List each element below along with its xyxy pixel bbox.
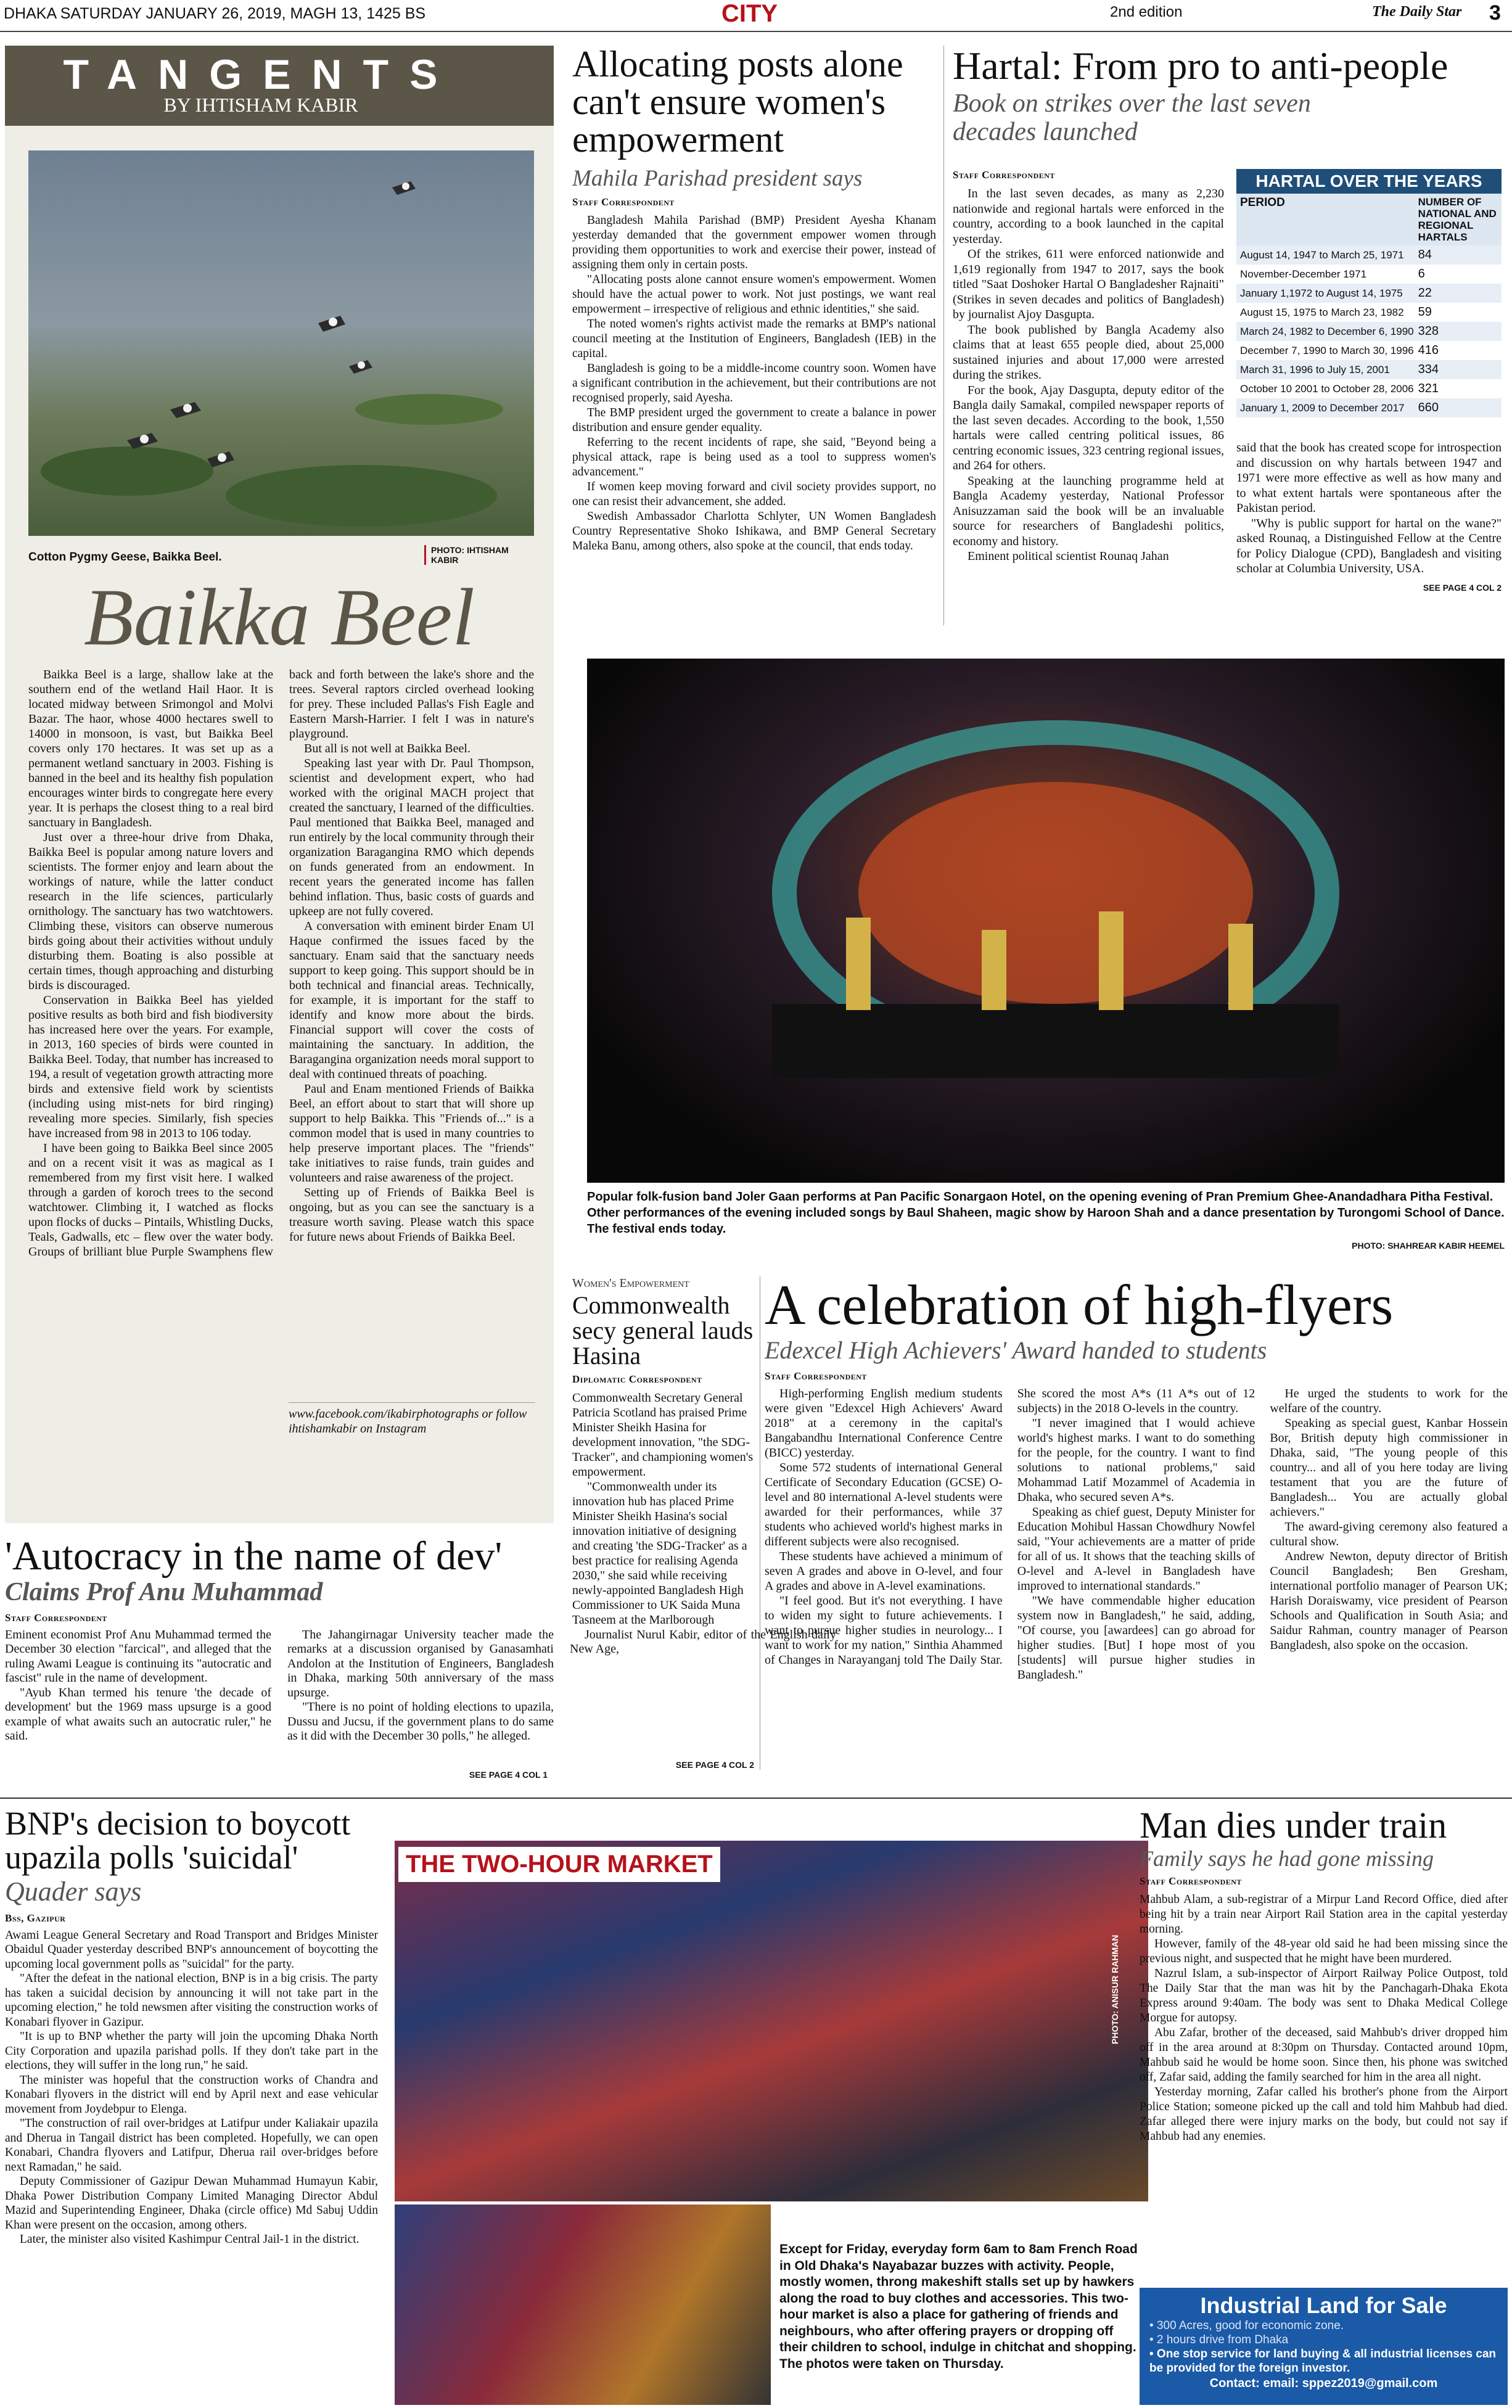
baikka-paragraph: I have been going to Baikka Beel since 2005 and on a recent visit it was as magical as I remembered from my first visit here. I walked through a garden of koroch trees to the second watchtower. Climbing it, I watched as flocks upon flocks of ducks – Pintails, Whistling Ducks, Teals, Gadwalls, etc – flew over the water body. Groups of brilliant blue Purple Swamphens flew back and forth between the lake's shore and the trees. Several raptors circled overhead looking for prey. These included Pallas's Fish Eagle and Eastern Marsh-Harrier. I felt I was in nature's playground.	[28, 668, 534, 1259]
hartal-count-cell: 84	[1418, 248, 1432, 261]
industrial-land-ad[interactable]	[1140, 2288, 1508, 2405]
women-paragraph: Referring to the recent incidents of rape, she said, "Beyond being a physical attack, rape is being used as a tool to suppress women's advancement."	[572, 436, 936, 479]
women-paragraph: If women keep moving forward and civil society provides support, no one can resist their advancement, she added.	[572, 480, 936, 509]
hartal-table-row	[1236, 398, 1502, 417]
hartal-table-row	[1236, 284, 1502, 303]
hartal-paragraph: In the last seven decades, as many as 2,230 nationwide and regional hartals were enforced in the country, according to a book launched in the capital yesterday.	[953, 187, 1224, 246]
hartal-table-row	[1236, 379, 1502, 398]
women-headline: Allocating posts alone can't ensure women's empowerment	[572, 44, 903, 160]
hartal-period-cell: December 7, 1990 to March 30, 1996	[1240, 345, 1414, 356]
baikka-paragraph: But all is not well at Baikka Beel.	[304, 742, 470, 755]
women-byline: Staff Correspondent	[572, 196, 675, 208]
hartal-body	[953, 186, 1224, 564]
concert-credit: PHOTO: SHAHREAR KABIR HEEMEL	[1352, 1241, 1505, 1251]
masthead-date: DHAKA SATURDAY JANUARY 26, 2019, MAGH 13, 1425 BS	[4, 5, 426, 22]
ad-contact[interactable]: Contact: email: sppez2019@gmail.com	[1209, 2377, 1438, 2390]
train-body	[1140, 1892, 1508, 2144]
hartal-paragraph: "Why is public support for hartal on the wane?" asked Rounaq, a Distinguished Fellow at the Centre for Policy Dialogue (CPD), Bangladesh and visiting scholar at Columbia University, USA.	[1236, 516, 1502, 575]
hartal-period-cell: October 10 2001 to October 28, 2006	[1240, 383, 1414, 395]
hartal-count-cell: 59	[1418, 305, 1432, 319]
bnp-paragraph: The minister was hopeful that the construction works of Chandra and Konabari flyovers in the district will end by April next and ease vehicular movement from Joydebpur to Elenga.	[5, 2073, 378, 2116]
ad-line: • 2 hours drive from Dhaka	[1149, 2333, 1289, 2346]
women-article	[572, 46, 936, 631]
ad-title: Industrial Land for Sale	[1200, 2293, 1447, 2318]
flyers-paragraph: He urged the students to work for the welfare of the country.	[1270, 1386, 1508, 1415]
hasina-paragraph: Commonwealth Secretary General Patricia Scotland has praised Prime Minister Sheikh Hasina for development innovation, "the SDG-Tracker", and championing women's empowerment.	[572, 1391, 754, 1479]
hartal-article	[953, 46, 1508, 631]
flyers-paragraph: "We have commendable higher education system now in Bangladesh," he said, adding, "Of course, you [awardees] can go abroad for higher studies. [But] I hope most of you [students] will pursue higher studies in Bangladesh."	[1017, 1593, 1255, 1682]
bnp-paragraph: Later, the minister also visited Kashimpur Central Jail-1 in the district.	[20, 2233, 360, 2246]
autocracy-paragraph: "Ayub Khan termed his tenure 'the decade of development' but the 1969 mass upsurge is a good example of what awaits such an autocratic ruler," he said.	[5, 1685, 271, 1743]
hartal-period-cell: March 31, 1996 to July 15, 2001	[1240, 364, 1390, 376]
hasina-body	[572, 1391, 754, 1627]
baikka-body	[28, 667, 534, 1394]
hartal-table-rows	[1236, 245, 1502, 417]
women-body	[572, 213, 936, 554]
hartal-byline: Staff Correspondent	[953, 169, 1055, 181]
women-sub: Mahila Parishad president says	[572, 165, 863, 191]
section-label: CITY	[721, 0, 778, 27]
hartal-period-cell: January 1, 2009 to December 2017	[1240, 402, 1405, 414]
market-feature	[395, 1841, 1148, 2405]
train-paragraph: Yesterday morning, Zafar called his brother's phone from the Airport Police Station; someone picked up the call and told him Mahbub had died. Zafar alleged there were injury marks on the body, but could not say if Mahbub had any enemies.	[1140, 2085, 1508, 2143]
autocracy-byline: Staff Correspondent	[5, 1611, 107, 1624]
train-byline: Staff Correspondent	[1140, 1875, 1242, 1887]
market-credit: PHOTO: ANISUR RAHMAN	[1110, 1934, 1120, 2044]
bnp-headline: BNP's decision to boycott upazila polls 'suicidal'	[5, 1805, 351, 1876]
tangents-header	[5, 46, 554, 126]
flyers-paragraph: Andrew Newton, deputy director of British Council Bangladesh; Ben Gresham, international portfolio manager of Pearson UK; Harish Doraiswamy, vice president of Pearson Schools and Qualification in South Asia; and Saidur Rahman, country manager of Pearson Bangladesh, also spoke on the occasion.	[1270, 1549, 1508, 1652]
hartal-period-cell: August 15, 1975 to March 23, 1982	[1240, 306, 1404, 318]
autocracy-paragraph: The Jahangirnagar University teacher made the remarks at a discussion organised by Ganasamhati Andolon at the Institution of Engineers, Bangladesh in Dhaka, marking 50th anniversary of the mass upsurge.	[287, 1627, 554, 1699]
flyers-paragraph: The award-giving ceremony also featured a cultural show.	[1270, 1519, 1508, 1548]
autocracy-headline: 'Autocracy in the name of dev'	[5, 1534, 503, 1579]
market-photo-inset	[395, 2205, 771, 2405]
bnp-sub: Quader says	[5, 1876, 142, 1907]
hartal-count-cell: 660	[1418, 401, 1439, 414]
bnp-paragraph: Deputy Commissioner of Gazipur Dewan Muhammad Humayun Kabir, Dhaka Power Distribution Company Limited Managing Director Abdul Mazid and Superintending Engineer, Dhaka (circle office) Md Sabuj Uddin Khan were present on the occasion, among others.	[5, 2175, 378, 2232]
women-paragraph: "Allocating posts alone cannot ensure women's empowerment. Women should have the actual power to work. Not just postings, we want real empowerment – irrespective of religious and ethnic identities," she said.	[572, 273, 936, 316]
hartal-count-cell: 22	[1418, 286, 1432, 300]
hasina-headline: Commonwealth secy general lauds Hasina	[572, 1291, 754, 1370]
women-paragraph: Bangladesh is going to be a middle-income country soon. Women have a significant contribution in the achievement, but their contributions are not recognised properly, said Ayesha.	[572, 362, 936, 405]
tangents-footer-link[interactable]: www.facebook.com/ikabirphotographs or follow ihtishamkabir on Instagram	[289, 1402, 535, 1436]
hartal-paragraph: Of the strikes, 611 were enforced nationwide and 1,619 regionally from 1947 to 2017, says the book titled "Saat Doshoker Hartal O Bangladesher Rajnaiti" (Strikes in seven decades and politics of Bangladesh) by journalist Ajoy Dasgupta.	[953, 247, 1224, 321]
masthead	[0, 0, 1512, 31]
baikka-paragraph: Baikka Beel is a large, shallow lake at the southern end of the wetland Hail Haor. It is located midway between Srimongol and Molvi Bazar. The haor, whose 4000 hectares swell to 14000 in monsoon, is vast, but Baikka Beel covers only 170 hectares. It was set up as a permanent wetland sanctuary in 2003. Fishing is banned in the beel and its healthy fish population encourages winter birds to congregate here every year. It is perhaps the closest thing to a real bird sanctuary in Bangladesh.	[28, 668, 273, 829]
flyers-body	[765, 1386, 1508, 1756]
hartal-paragraph: Eminent political scientist Rounaq Jahan	[968, 549, 1169, 563]
bnp-paragraph: "After the defeat in the national election, BNP is in a big crisis. The party has taken a suicidal decision by announcing it will not take part in the upcoming election," he told newsmen after visiting the construction works of Konabari flyover in Gazipur.	[5, 1972, 378, 2029]
concert-caption: Popular folk-fusion band Joler Gaan performs at Pan Pacific Sonargaon Hotel, on the opening evening of Pran Premium Ghee-Anandadhara Pitha Festival. Other performances of the evening included songs by Baul Shaheen, magic show by Haroon Shah and a dance presentation by Turongomi School of Dance. The festival ends today.	[587, 1190, 1505, 1236]
autocracy-paragraph: Journalist Nurul Kabir, editor of the English daily New Age,	[570, 1627, 836, 1656]
concert-photo	[587, 659, 1505, 1183]
hartal-sub: Book on strikes over the last seven decades launched	[953, 89, 1311, 147]
paper-logo: The Daily Star	[1372, 4, 1462, 20]
baikka-paragraph: Just over a three-hour drive from Dhaka, Baikka Beel is popular among nature lovers and scientists. The former enjoy and learn about the workings of nature, while the latter conduct research in the life sciences, particularly ornithology. The sanctuary has two watchtowers. Climbing these, visitors can observe numerous birds going about their activities without unduly disturbing them. Boating is also possible at certain times, though approaching and disturbing birds is discouraged.	[28, 831, 273, 992]
hartal-table-row	[1236, 322, 1502, 341]
hartal-paragraph: Speaking at the launching programme held at Bangla Academy yesterday, National Professor Anisuzzaman said the book will be an invaluable source for researchers of Bangladeshi politics, economy and history.	[953, 474, 1224, 548]
train-paragraph: Nazrul Islam, a sub-inspector of Airport Railway Police Outpost, told The Daily Star that the man was hit by the Panchagarh-Dhaka Ekota Express around 9:40am. The body was sent to Dhaka Medical College Morgue for autopsy.	[1140, 1966, 1508, 2024]
hartal-count-cell: 416	[1418, 343, 1439, 357]
geese-credit: PHOTO: IHTISHAM KABIR	[424, 545, 529, 565]
flyers-paragraph: Speaking as chief guest, Deputy Minister for Education Mohibul Hassan Chowdhury Nowfel said, "Your achievements are a matter of pride for all of us. It shows that the teaching skills of O-level and A-level in Bangladesh have improved to international standards."	[1017, 1505, 1255, 1593]
tangents-byline: BY IHTISHAM KABIR	[163, 94, 358, 116]
market-photo-main	[395, 1841, 1148, 2201]
bnp-article	[5, 1807, 378, 2405]
hartal-table-row	[1236, 360, 1502, 379]
bnp-paragraph: "The construction of rail over-bridges at Latifpur under Kaliakair upazila and Dherua in Tangail district has been completed. Hopefully, we can open Konabari, Chandra flyovers and Latifpur, Dherua rail over-bridges before next Ramadan," he said.	[5, 2117, 378, 2174]
baikka-paragraph: Setting up of Friends of Baikka Beel is ongoing, but as you can see the sanctuary is a treasure worth saving. Please watch this space for future news about Friends of Baikka Beel.	[289, 1186, 534, 1244]
flyers-paragraph: "I never imagined that I would achieve world's highest marks. I want to do something for the people, for the country. I want to find solutions to national problems," said Mohammad Latif Mozammel of Academia in Dhaka, who secured seven A*s.	[1017, 1416, 1255, 1504]
hartal-period-cell: March 24, 1982 to December 6, 1990	[1240, 326, 1414, 337]
hartal-table-title: HARTAL OVER THE YEARS	[1236, 169, 1502, 194]
flyers-paragraph: "I feel good. But it's not everything. I have to widen my sight to future achievements. I want to pursue higher studies in neurology... I want to work for my nation," Sinthia Ahammed of Changes in Narayanganj told The Daily Star. She scored the most A*s (11 A*s out of 12 subjects) in the 2018 O-levels in the country.	[765, 1386, 1255, 1667]
flyers-paragraph: High-performing English medium students were given "Edexcel High Achievers' Award 2018" at a ceremony in the capital's Bangabandhu International Conference Centre (BICC) yesterday.	[765, 1386, 1003, 1460]
hartal-paragraph: The book published by Bangla Academy also claims that at least 655 people died, about 25,000 sustained injuries and about 17,000 were arrested during the strikes.	[953, 323, 1224, 382]
autocracy-paragraph: "There is no point of holding elections to upazila, Dussu and Jucsu, if the government plans to do same as it did with the December 30 polls," he alleged.	[287, 1700, 554, 1743]
hartal-header-count: NUMBER OF NATIONAL AND REGIONAL HARTALS	[1418, 196, 1497, 243]
hartal-see-page[interactable]: SEE PAGE 4 COL 2	[1423, 582, 1502, 593]
geese-photo	[28, 150, 534, 536]
train-sub: Family says he had gone missing	[1140, 1846, 1434, 1872]
flyers-byline: Staff Correspondent	[765, 1370, 867, 1382]
hartal-period-cell: August 14, 1947 to March 25, 1971	[1240, 249, 1404, 261]
hasina-paragraph: "Commonwealth under its innovation hub has placed Prime Minister Sheikh Hasina's social innovation initiative of designing and creating 'the SDG-Tracker' as a best practice for realising Agenda 2030," she said while receiving newly-appointed Bangladesh High Commissioner to UK Saida Muna Tasneem at the Marlborough	[572, 1480, 747, 1627]
flyers-sub: Edexcel High Achievers' Award handed to students	[765, 1336, 1267, 1364]
hartal-count-cell: 334	[1418, 363, 1439, 376]
geese-caption: Cotton Pygmy Geese, Baikka Beel.	[28, 551, 222, 564]
hartal-paragraph: For the book, Ajay Dasgupta, deputy editor of the Bangla daily Samakal, compiled newspaper reports of the last seven decades. According to the book, 1,550 hartals were called centring political issues, 86 centring economic issues, 323 centring regional issues, and 264 for others.	[953, 383, 1224, 472]
edition-label: 2nd edition	[1110, 4, 1183, 20]
flyers-headline: A celebration of high-flyers	[765, 1273, 1394, 1336]
baikka-paragraph: A conversation with eminent birder Enam Ul Haque confirmed the issues faced by the sanctuary. Enam said that the sanctuary needs support to keep going. This support should be in both technical and financial areas. Technically, for example, it is important for the staff to identify and know more about the birds. Financial support will cover the costs of maintaining the sanctuary. In addition, the Baragangina organization needs moral support to deal with continued threats of poaching.	[289, 919, 534, 1081]
market-caption: Except for Friday, everyday form 6am to 8am French Road in Old Dhaka's Nayabazar buzzes with activity. People, mostly women, throng makeshift stalls set up by hawkers along the road to buy clothes and accessories. This two-hour market is also a place for gathering of friends and neighbours, who after offering prayers or dropping off their children to school, indulge in chitchat and shopping. The photos were taken on Thursday.	[779, 2242, 1138, 2371]
ad-line: • 300 Acres, good for economic zone.	[1149, 2319, 1344, 2332]
hartal-period-cell: January 1,1972 to August 14, 1975	[1240, 287, 1403, 299]
autocracy-see-page[interactable]: SEE PAGE 4 COL 1	[469, 1770, 548, 1780]
train-article	[1140, 1807, 1508, 2238]
bnp-paragraph: Awami League General Secretary and Road Transport and Bridges Minister Obaidul Quader yesterday described BNP's announcement of boycotting the upcoming local government polls as "suicidal" for the party.	[5, 1928, 378, 1971]
baikka-paragraph: Speaking last year with Dr. Paul Thompson, scientist and development expert, who had worked with the original MACH project that created the sanctuary, I learned of the difficulties. Paul mentioned that Baikka Beel, managed and run entirely by the local community through their organization Baragangina RMO which depends on funds generated from an endowment. In recent years the generated income has fallen behind inflation. Thus, basic costs of guards and upkeep are not fully covered.	[289, 757, 534, 918]
ad-line: • One stop service for land buying & all industrial licenses can be provided for the foreign investor.	[1149, 2348, 1497, 2375]
hartal-table-row	[1236, 341, 1502, 360]
hartal-headline: Hartal: From pro to anti-people	[953, 44, 1448, 88]
tangents-box	[5, 46, 554, 1523]
women-paragraph: Bangladesh Mahila Parishad (BMP) President Ayesha Khanam yesterday demanded that the government empower women through providing them opportunities to work and exercise their power, instead of assigning them only in certain posts.	[572, 214, 936, 272]
market-title: THE TWO-HOUR MARKET	[398, 1847, 720, 1882]
hartal-count-cell: 6	[1418, 267, 1425, 281]
hasina-see-page[interactable]: SEE PAGE 4 COL 2	[675, 1760, 754, 1770]
flyers-paragraph: These students have achieved a minimum of seven A grades and above in O-level, and four A grades and above in A-level examinations.	[765, 1549, 1003, 1593]
page-number: 3	[1489, 1, 1501, 25]
flyers-paragraph: Speaking as special guest, Kanbar Hossein Bor, British deputy high commissioner in Dhaka, said, "The young people of this country... and all of you here today are living testament that you are the future of Bangladesh... You are actually global achievers."	[1270, 1416, 1508, 1519]
bnp-body	[5, 1928, 378, 2247]
geese-illustration	[28, 150, 534, 536]
baikka-headline: Baikka Beel	[84, 572, 475, 662]
hartal-header-period: PERIOD	[1240, 196, 1285, 209]
bnp-byline: Bss, Gazipur	[5, 1912, 66, 1924]
train-headline: Man dies under train	[1140, 1805, 1447, 1846]
baikka-paragraph: Paul and Enam mentioned Friends of Baikka Beel, an effort about to start that will shore up support to help Baikka. This "Friends of..." is a common model that is used in many countries to help preserve important places. The "friends" take initiatives to raise funds, train guides and volunteers and raise awareness of the project.	[289, 1082, 534, 1185]
hartal-paragraph: said that the book has created scope for introspection and discussion on why hartals between 1947 and 1971 were more effective as well as how many and to what extent hartals were spontaneous after the Pakistan period.	[1236, 441, 1502, 515]
women-paragraph: The BMP president urged the government to create a balance in power distribution and ensure gender equality.	[572, 406, 936, 435]
baikka-paragraph: Conservation in Baikka Beel has yielded positive results as both bird and fish biodiversity has increased here over the years. For example, in 2013, 160 species of birds were counted in Baikka Beel. Today, that number has increased to 194, a result of vegetation growth attracting more birds and extensive field work by scientists (including using mist-nets for bird ringing) revealing more species. Similarly, fish species have increased from 98 in 2013 to 106 today.	[28, 993, 273, 1140]
bnp-paragraph: "It is up to BNP whether the party will join the upcoming Dhaka North City Corporation and upazila parishad polls. If they don't take part in the elections, they will suffer in the long run," he said.	[5, 2030, 378, 2073]
concert-caption-block	[587, 1189, 1505, 1251]
tangents-title: TANGENTS	[63, 51, 459, 98]
hasina-kicker: Women's Empowerment	[572, 1276, 689, 1290]
hartal-table-row	[1236, 245, 1502, 265]
women-paragraph: Swedish Ambassador Charlotta Schlyter, UN Women Bangladesh Country Representative Shoko Ishikawa, and BMP General Secretary Maleka Banu, among others, also spoke at the council, that ends today.	[572, 510, 936, 553]
hartal-table	[1236, 169, 1502, 417]
hartal-table-header	[1236, 194, 1502, 245]
train-paragraph: However, family of the 48-year old said he had been missing since the previous night, and suspected that he might have been murdered.	[1140, 1937, 1508, 1965]
autocracy-paragraph: Eminent economist Prof Anu Muhammad termed the December 30 election "farcical", and alleged that the ruling Awami League is continuing its "autocratic and fascist" rule in the name of development.	[5, 1627, 271, 1685]
hasina-article	[572, 1276, 754, 1770]
hartal-count-cell: 321	[1418, 382, 1439, 395]
flyers-paragraph: Some 572 students of international General Certificate of Secondary Education (GCSE) O-level and 80 international A-level students were awarded for their performances, while 37 students who achieved world's highest marks in different subjects were also recognised.	[765, 1460, 1003, 1548]
train-paragraph: Abu Zafar, brother of the deceased, said Mahbub's driver dropped him off in the area around at 8:30pm on Thursday. Contacted around 10pm, Mahbub said he would be home soon. Since then, his phone was switched off, Zafar said, adding the family searched for him in the area all night.	[1140, 2026, 1508, 2084]
hartal-after-table	[1236, 440, 1502, 595]
hartal-period-cell: November-December 1971	[1240, 268, 1367, 280]
women-paragraph: The noted women's rights activist made the remarks at BMP's national council meeting at the Institution of Engineers, Bangladesh (IEB) in the capital.	[572, 318, 936, 361]
stage-illustration	[587, 659, 1505, 1183]
hartal-table-row	[1236, 303, 1502, 322]
flyers-article	[765, 1273, 1508, 1770]
autocracy-body	[5, 1627, 836, 1764]
autocracy-sub: Claims Prof Anu Muhammad	[5, 1578, 323, 1607]
hartal-count-cell: 328	[1418, 324, 1439, 338]
hartal-table-row	[1236, 265, 1502, 284]
train-paragraph: Mahbub Alam, a sub-registrar of a Mirpur Land Record Office, died after being hit by a train near Airport Rail Station area in the capital yesterday morning.	[1140, 1892, 1508, 1936]
hasina-byline: Diplomatic Correspondent	[572, 1373, 702, 1386]
